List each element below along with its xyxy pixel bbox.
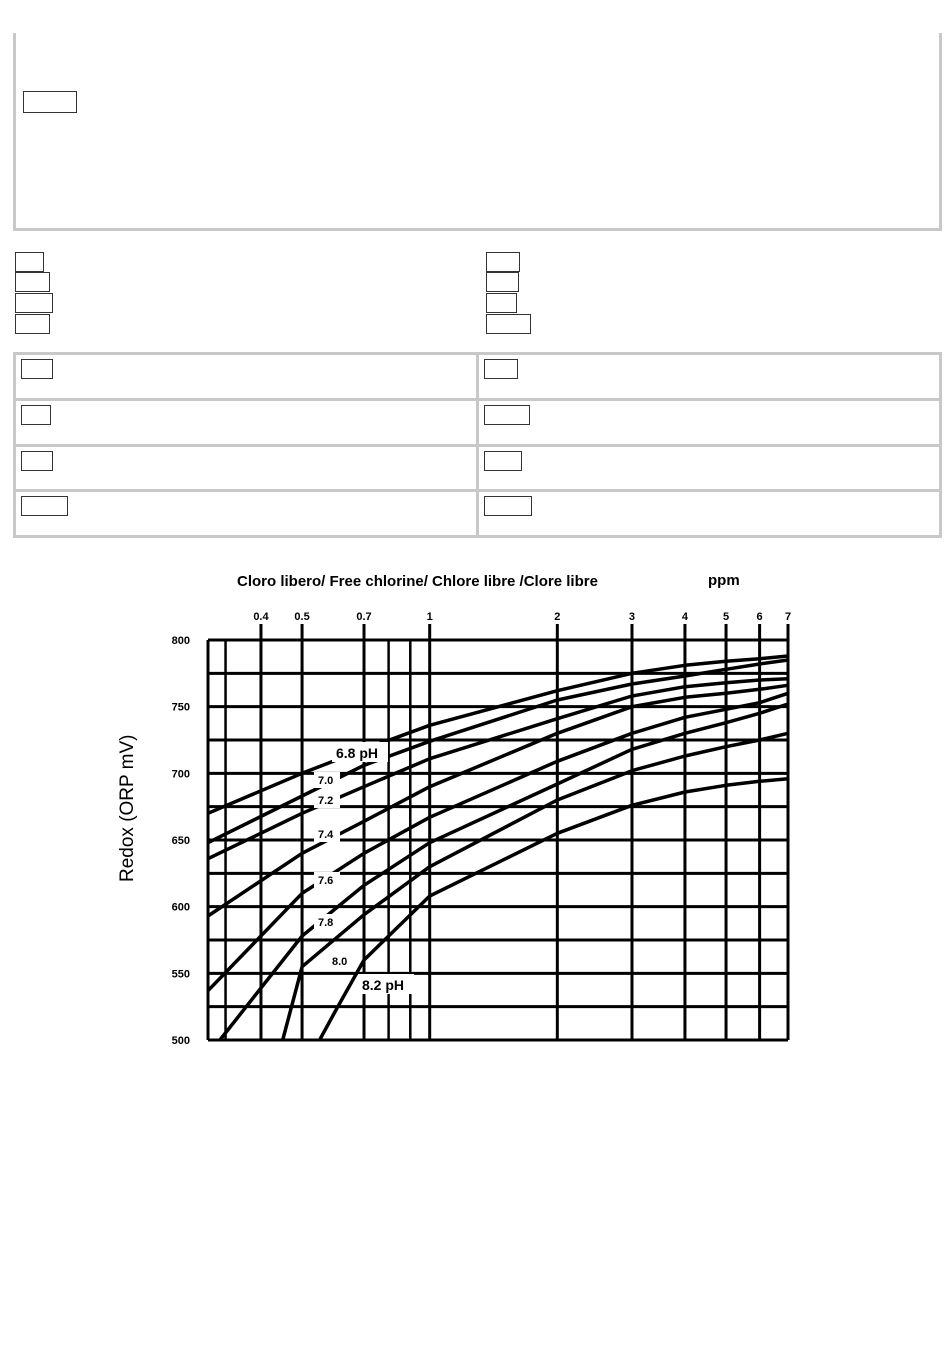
y-tick-label: 550	[171, 968, 190, 981]
ph-label: 8.2 pH	[362, 977, 405, 993]
y-tick-label: 700	[171, 768, 190, 781]
orp-chlorine-chart	[100, 560, 820, 1060]
cell-box	[484, 451, 522, 471]
y-tick-label: 750	[171, 701, 190, 714]
cell-box	[484, 405, 530, 425]
ph-label: 7.4	[318, 829, 334, 841]
table-cell	[16, 355, 476, 398]
x-tick-label: 7	[784, 611, 792, 623]
spec-box	[486, 252, 520, 272]
x-tick-label: 0.7	[356, 611, 372, 623]
table-cell	[16, 447, 476, 490]
x-tick-label: 6	[756, 611, 763, 623]
ph-label: 7.0	[318, 775, 334, 787]
x-tick-label: 5	[722, 611, 730, 623]
y-tick-label: 800	[171, 635, 190, 647]
spec-box	[486, 272, 519, 292]
y-tick-label: 500	[171, 1035, 190, 1047]
table-cell	[479, 401, 939, 444]
spec-box	[15, 252, 44, 272]
cell-box	[484, 496, 532, 516]
table-cell	[16, 492, 476, 535]
spec-box	[15, 314, 50, 334]
table-cell	[479, 355, 939, 398]
table-cell	[479, 492, 939, 535]
cell-box	[21, 451, 53, 471]
y-axis-label: Redox (ORP mV)	[117, 734, 138, 882]
spec-box	[486, 314, 531, 334]
x-tick-label: 4	[681, 611, 689, 623]
cell-box	[21, 496, 68, 516]
spec-box	[15, 272, 50, 292]
top-text-panel	[13, 33, 942, 231]
y-tick-label: 650	[171, 835, 190, 847]
x-tick-label: 3	[628, 611, 636, 623]
chart-title: Cloro libero/ Free chlorine/ Chlore libre /Clore libre	[237, 573, 598, 590]
cell-box	[484, 359, 518, 379]
chart-title-unit: ppm	[708, 572, 740, 589]
ph-label: 6.8 pH	[336, 745, 379, 761]
ph-label: 7.8	[318, 917, 334, 929]
spec-box	[486, 293, 517, 313]
ph-curve	[320, 779, 788, 1040]
x-tick-label: 0.5	[294, 611, 310, 623]
cell-box	[21, 359, 53, 379]
spec-table	[13, 352, 942, 538]
spec-box	[15, 293, 53, 313]
table-cell	[479, 447, 939, 490]
x-tick-label: 1	[426, 611, 433, 623]
redacted-text-box	[23, 91, 77, 113]
ph-label: 7.2	[318, 795, 334, 807]
x-tick-label: 2	[554, 611, 561, 623]
cell-box	[21, 405, 51, 425]
table-cell	[16, 401, 476, 444]
ph-label: 8.0	[332, 956, 348, 968]
y-tick-label: 600	[171, 901, 190, 914]
ph-label: 7.6	[318, 875, 334, 887]
x-tick-label: 0.4	[253, 611, 269, 623]
